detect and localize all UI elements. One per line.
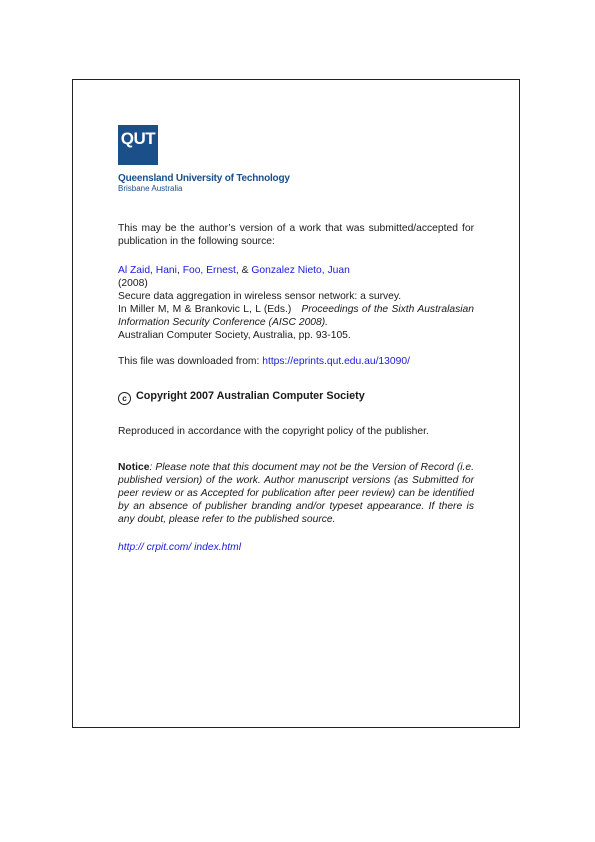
author-list	[118, 264, 474, 277]
download-line	[118, 355, 474, 368]
logo-text: QUT	[120, 129, 156, 148]
source-url-link[interactable]: http:// crpit.com/ index.html	[118, 542, 242, 553]
author-separator: ,	[176, 265, 183, 276]
cover-content	[118, 222, 474, 554]
copyright-text: Copyright 2007 Australian Computer Society	[136, 390, 365, 402]
notice-paragraph	[118, 461, 474, 526]
citation-year: (2008)	[118, 278, 148, 289]
citation-proceedings	[118, 303, 474, 329]
author-link-1[interactable]: Al Zaid, Hani	[118, 265, 177, 276]
university-name: Queensland University of Technology	[118, 173, 290, 184]
citation-title: Secure data aggregation in wireless sensor network: a survey.	[118, 291, 402, 302]
citation-editors: In Miller M, M & Brankovic L, L (Eds.)	[118, 304, 292, 315]
source-url-line	[118, 541, 474, 554]
copyright-line	[118, 390, 474, 405]
author-separator: , &	[235, 265, 252, 276]
qut-logo	[118, 125, 158, 165]
download-url-link[interactable]: https://eprints.qut.edu.au/13090/	[262, 356, 410, 367]
copyright-icon: c	[118, 392, 131, 405]
download-label: This file was downloaded from:	[118, 356, 263, 367]
university-location: Brisbane Australia	[118, 184, 183, 193]
reproduced-text: Reproduced in accordance with the copyright policy of the publisher.	[118, 426, 429, 437]
notice-text: : Please note that this document may not be the Version of Record (i.e. published version) of the work. Author manuscript versions (as Submitted for peer review or as Accepted for publication after peer review) can be identified by an absence of publisher branding and/or typeset appearance. If there is any doubt, please refer to the published source.	[118, 462, 474, 525]
proceedings-title: Proceedings of the Sixth Australasian Information Security Conference (AISC 2008).	[118, 304, 474, 328]
author-link-2[interactable]: Foo, Ernest	[182, 265, 236, 276]
notice-label: Notice	[118, 462, 150, 473]
author-link-3[interactable]: Gonzalez Nieto, Juan	[251, 265, 350, 276]
citation-publisher: Australian Computer Society, Australia, pp. 93-105.	[118, 330, 351, 341]
intro-text: This may be the author’s version of a work that was submitted/accepted for publication in the following source:	[118, 223, 474, 247]
